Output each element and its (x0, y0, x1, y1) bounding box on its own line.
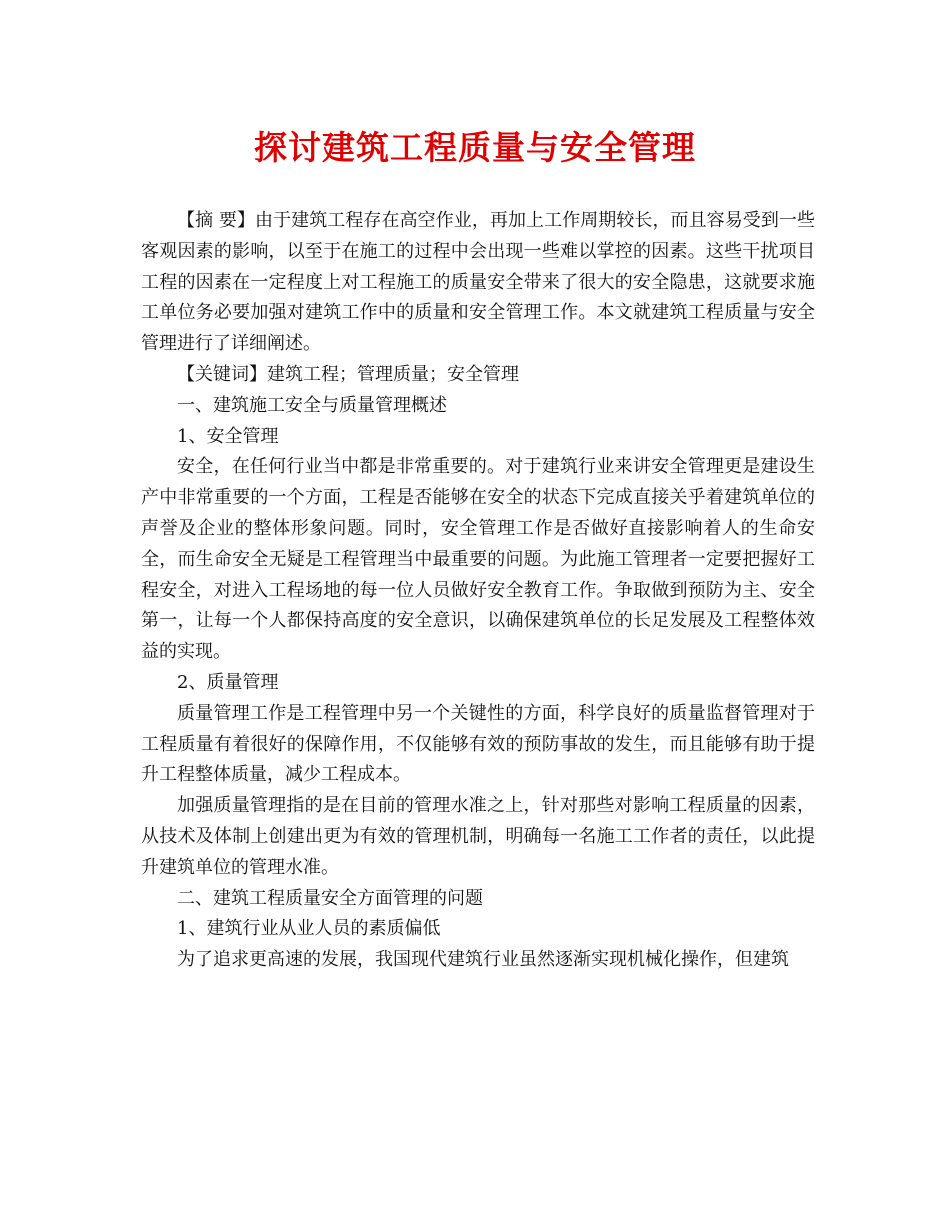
quality-management-paragraph-2: 加强质量管理指的是在目前的管理水准之上，针对那些对影响工程质量的因素，从技术及体制上创建出更为有效的管理机制，明确每一名施工工作者的责任，以此提升建筑单位的管理水准。 (141, 795, 815, 878)
subsection-heading-1-1: 1、安全管理 (177, 425, 279, 447)
keywords-line: 【关键词】建筑工程；管理质量；安全管理 (177, 363, 519, 385)
personnel-quality-paragraph: 为了追求更高速的发展，我国现代建筑行业虽然逐渐实现机械化操作，但建筑 (177, 949, 789, 971)
subsection-heading-1-2: 2、质量管理 (177, 671, 279, 693)
safety-management-paragraph: 安全，在任何行业当中都是非常重要的。对于建筑行业来讲安全管理更是建设生产中非常重要的一个方面，工程是否能够在安全的状态下完成直接关乎着建筑单位的声誉及企业的整体形象问题。同时，安全管理工作是否做好直接影响着人的生命安全，而生命安全无疑是工程管理当中最重要的问题。为此施工管理者一定要把握好工程安全，对进入工程场地的每一位人员做好安全教育工作。争取做到预防为主、安全第一，让每一个人都保持高度的安全意识，以确保建筑单位的长足发展及工程整体效益的实现。 (141, 456, 815, 663)
abstract-paragraph: 【摘 要】由于建筑工程存在高空作业，再加上工作周期较长，而且容易受到一些客观因素的影响，以至于在施工的过程中会出现一些难以掌控的因素。这些干扰项目工程的因素在一定程度上对工程施工的质量安全带来了很大的安全隐患，这就要求施工单位务必要加强对建筑工作中的质量和安全管理工作。本文就建筑工程质量与安全管理进行了详细阐述。 (141, 210, 815, 355)
section-heading-2: 二、建筑工程质量安全方面管理的问题 (177, 887, 483, 909)
subsection-heading-2-1: 1、建筑行业从业人员的素质偏低 (177, 918, 441, 940)
document-title: 探讨建筑工程质量与安全管理 (254, 128, 696, 167)
section-heading-1: 一、建筑施工安全与质量管理概述 (177, 394, 447, 416)
quality-management-paragraph-1: 质量管理工作是工程管理中另一个关键性的方面，科学良好的质量监督管理对于工程质量有着很好的保障作用，不仅能够有效的预防事故的发生，而且能够有助于提升工程整体质量，减少工程成本。 (141, 702, 815, 786)
document-body (141, 206, 815, 976)
